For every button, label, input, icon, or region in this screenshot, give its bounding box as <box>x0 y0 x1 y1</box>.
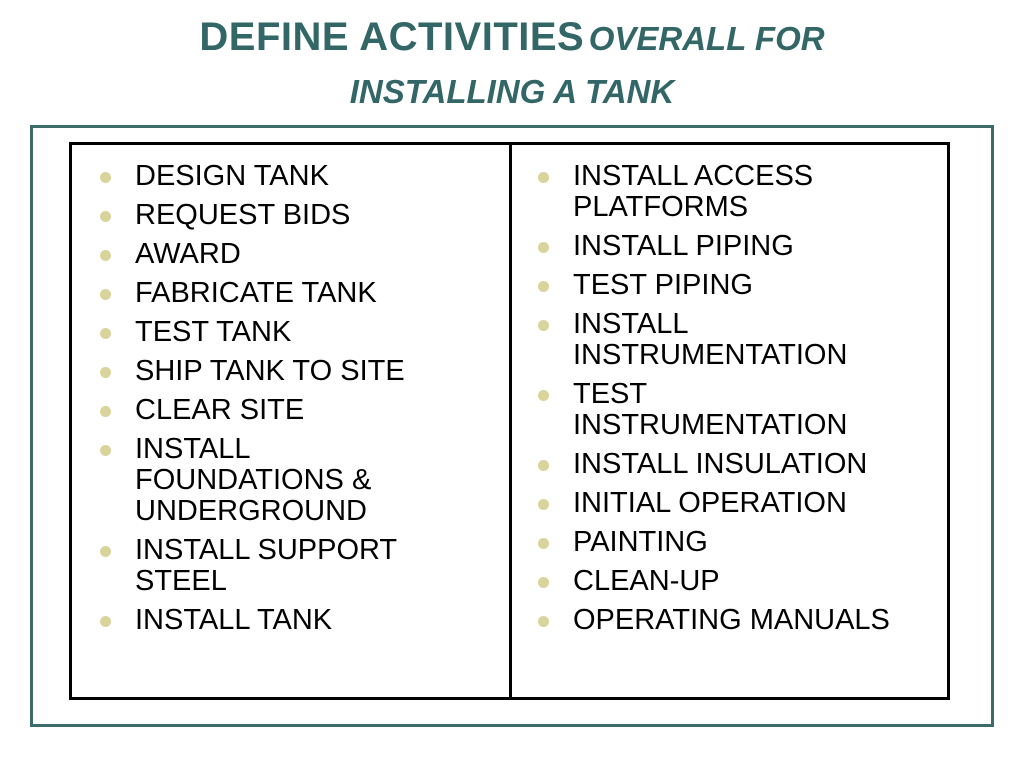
bullet-icon <box>100 445 111 456</box>
item-label: DESIGN TANK <box>135 160 329 192</box>
list-item <box>573 161 873 223</box>
list-item <box>135 317 505 348</box>
bullet-icon <box>538 499 549 510</box>
bullet-icon <box>538 577 549 588</box>
bullet-icon <box>100 406 111 417</box>
item-label: CLEAR SITE <box>135 394 305 426</box>
list-item <box>135 434 435 527</box>
list-item <box>135 239 505 270</box>
list-item <box>573 309 893 371</box>
bullet-icon <box>100 546 111 557</box>
title-main: DEFINE ACTIVITIES <box>199 15 585 59</box>
list-item <box>573 527 943 558</box>
title-sub-part-1: OVERALL FOR <box>588 20 825 57</box>
list-item <box>135 356 505 387</box>
list-item <box>135 278 505 309</box>
bullet-icon <box>100 616 111 627</box>
slide-title <box>0 14 1024 115</box>
item-label: INSTALL ACCESS PLATFORMS <box>573 160 814 223</box>
item-label: REQUEST BIDS <box>135 199 351 231</box>
bullet-icon <box>538 320 549 331</box>
bullet-icon <box>538 390 549 401</box>
list-item <box>573 231 943 262</box>
bullet-icon <box>538 538 549 549</box>
list-item <box>135 535 445 597</box>
bullet-icon <box>538 281 549 292</box>
left-column <box>72 145 512 697</box>
item-label: TEST TANK <box>135 316 292 348</box>
bullet-icon <box>100 367 111 378</box>
item-label: INSTALL FOUNDATIONS & UNDERGROUND <box>135 433 372 527</box>
list-item <box>573 488 943 519</box>
item-label: AWARD <box>135 238 241 270</box>
item-label: INSTALL SUPPORT STEEL <box>135 534 397 597</box>
item-label: INSTALL INSULATION <box>573 448 868 480</box>
bullet-icon <box>538 460 549 471</box>
list-item <box>135 395 505 426</box>
item-label: TEST PIPING <box>573 269 753 301</box>
item-label: INSTALL INSTRUMENTATION <box>573 308 848 371</box>
item-label: INITIAL OPERATION <box>573 487 847 519</box>
left-activity-list <box>135 161 505 644</box>
right-activity-list <box>573 161 943 644</box>
list-item <box>135 605 505 636</box>
right-column <box>512 145 947 697</box>
bullet-icon <box>100 250 111 261</box>
item-label: INSTALL TANK <box>135 604 333 636</box>
list-item <box>573 566 943 597</box>
list-item <box>135 161 505 192</box>
bullet-icon <box>538 616 549 627</box>
list-item <box>573 270 943 301</box>
list-item <box>573 605 943 636</box>
list-item <box>573 379 893 441</box>
item-label: PAINTING <box>573 526 708 558</box>
bullet-icon <box>100 328 111 339</box>
bullet-icon <box>538 242 549 253</box>
list-item <box>573 449 943 480</box>
item-label: FABRICATE TANK <box>135 277 377 309</box>
activities-table <box>69 142 950 700</box>
item-label: SHIP TANK TO SITE <box>135 355 405 387</box>
item-label: CLEAN-UP <box>573 565 720 597</box>
list-item <box>135 200 505 231</box>
bullet-icon <box>100 289 111 300</box>
bullet-icon <box>100 211 111 222</box>
item-label: OPERATING MANUALS <box>573 604 890 636</box>
title-line-1 <box>0 14 1024 69</box>
title-sub-part-2: INSTALLING A TANK <box>349 73 675 110</box>
item-label: TEST INSTRUMENTATION <box>573 378 848 441</box>
bullet-icon <box>538 172 549 183</box>
bullet-icon <box>100 172 111 183</box>
item-label: INSTALL PIPING <box>573 230 794 262</box>
